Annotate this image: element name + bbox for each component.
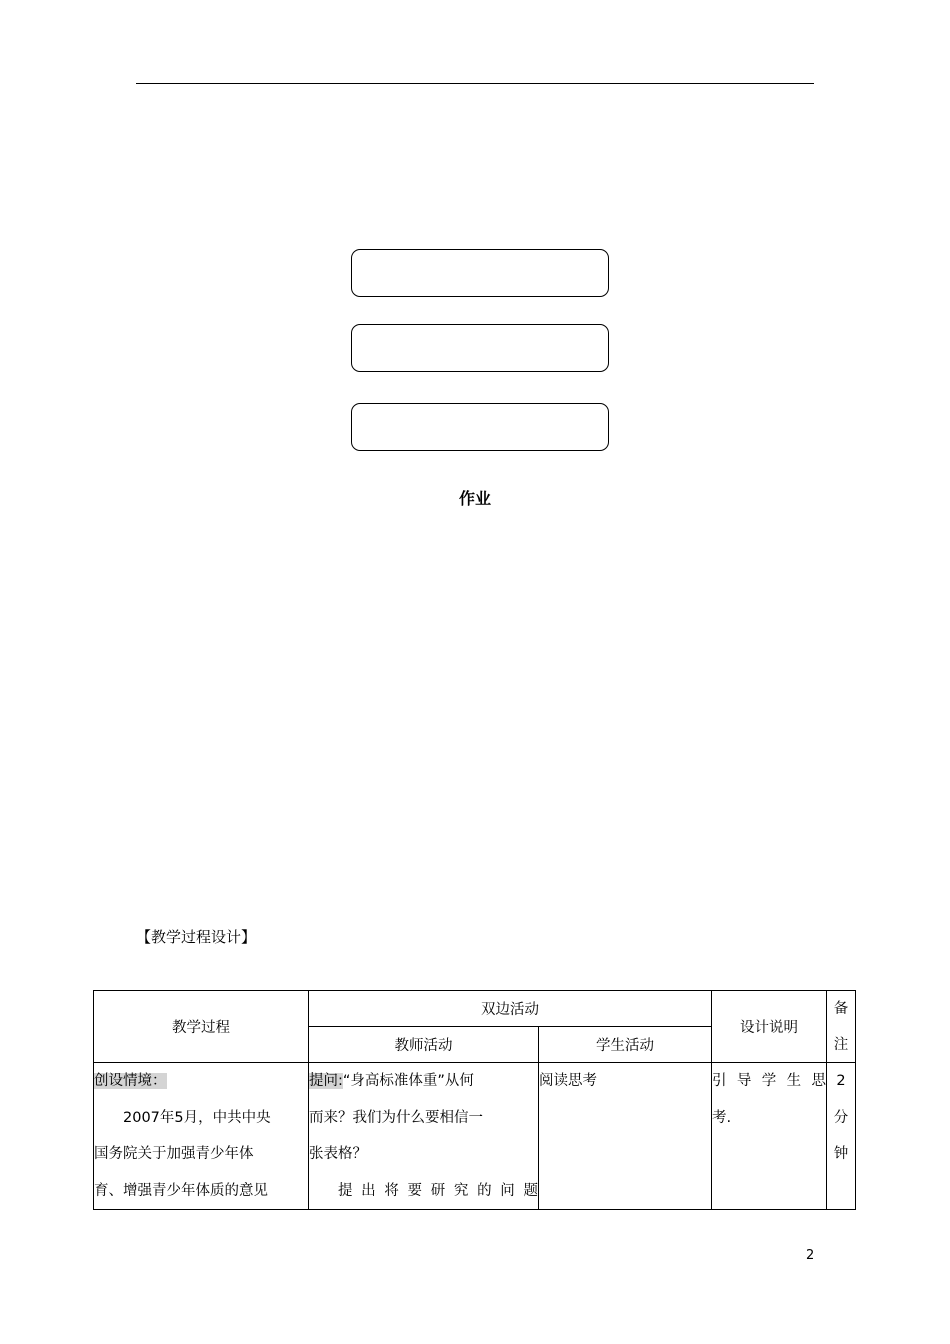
note-line: 钟 <box>833 1146 849 1162</box>
header-rule <box>136 83 814 84</box>
teacher-line: 提出将要研究的问题 <box>338 1182 538 1199</box>
header-student: 学生活动 <box>539 1027 712 1063</box>
teacher-cell <box>309 1063 539 1210</box>
header-process: 教学过程 <box>94 991 309 1063</box>
header-note-1: 备 <box>833 1000 849 1017</box>
process-line: 2007年5月，中共中央 <box>123 1109 271 1126</box>
flow-box-1 <box>351 249 609 297</box>
page-number: 2 <box>806 1248 815 1263</box>
process-line: 育、增强青少年体质的意见 <box>94 1182 268 1199</box>
section-title: 【教学过程设计】 <box>136 928 257 946</box>
process-line: 国务院关于加强青少年体 <box>94 1146 254 1162</box>
note-cell <box>827 1063 856 1210</box>
note-line: 2 <box>836 1073 846 1089</box>
teacher-label: 提问: <box>309 1073 343 1089</box>
lesson-plan-table <box>93 990 856 1210</box>
process-cell <box>94 1063 309 1210</box>
header-design: 设计说明 <box>712 991 827 1063</box>
flow-box-3 <box>351 403 609 451</box>
note-line: 分 <box>833 1109 849 1126</box>
student-text: 阅读思考 <box>539 1073 597 1089</box>
header-teacher: 教师活动 <box>309 1027 539 1063</box>
diagram-caption: 作业 <box>458 489 491 508</box>
design-line: 引导学生思 <box>712 1073 826 1089</box>
flow-box-2 <box>351 324 609 372</box>
process-label: 创设情境： <box>94 1073 167 1089</box>
design-line: 考. <box>712 1109 732 1126</box>
design-cell <box>712 1063 827 1210</box>
header-note-2: 注 <box>833 1036 849 1053</box>
teacher-line: 而来？我们为什么要相信一 <box>309 1109 483 1126</box>
header-dual: 双边活动 <box>309 991 712 1027</box>
header-note <box>827 991 856 1063</box>
student-cell <box>539 1063 712 1210</box>
teacher-line: “身高标准体重”从何 <box>342 1073 474 1089</box>
teacher-line: 张表格？ <box>309 1146 367 1162</box>
